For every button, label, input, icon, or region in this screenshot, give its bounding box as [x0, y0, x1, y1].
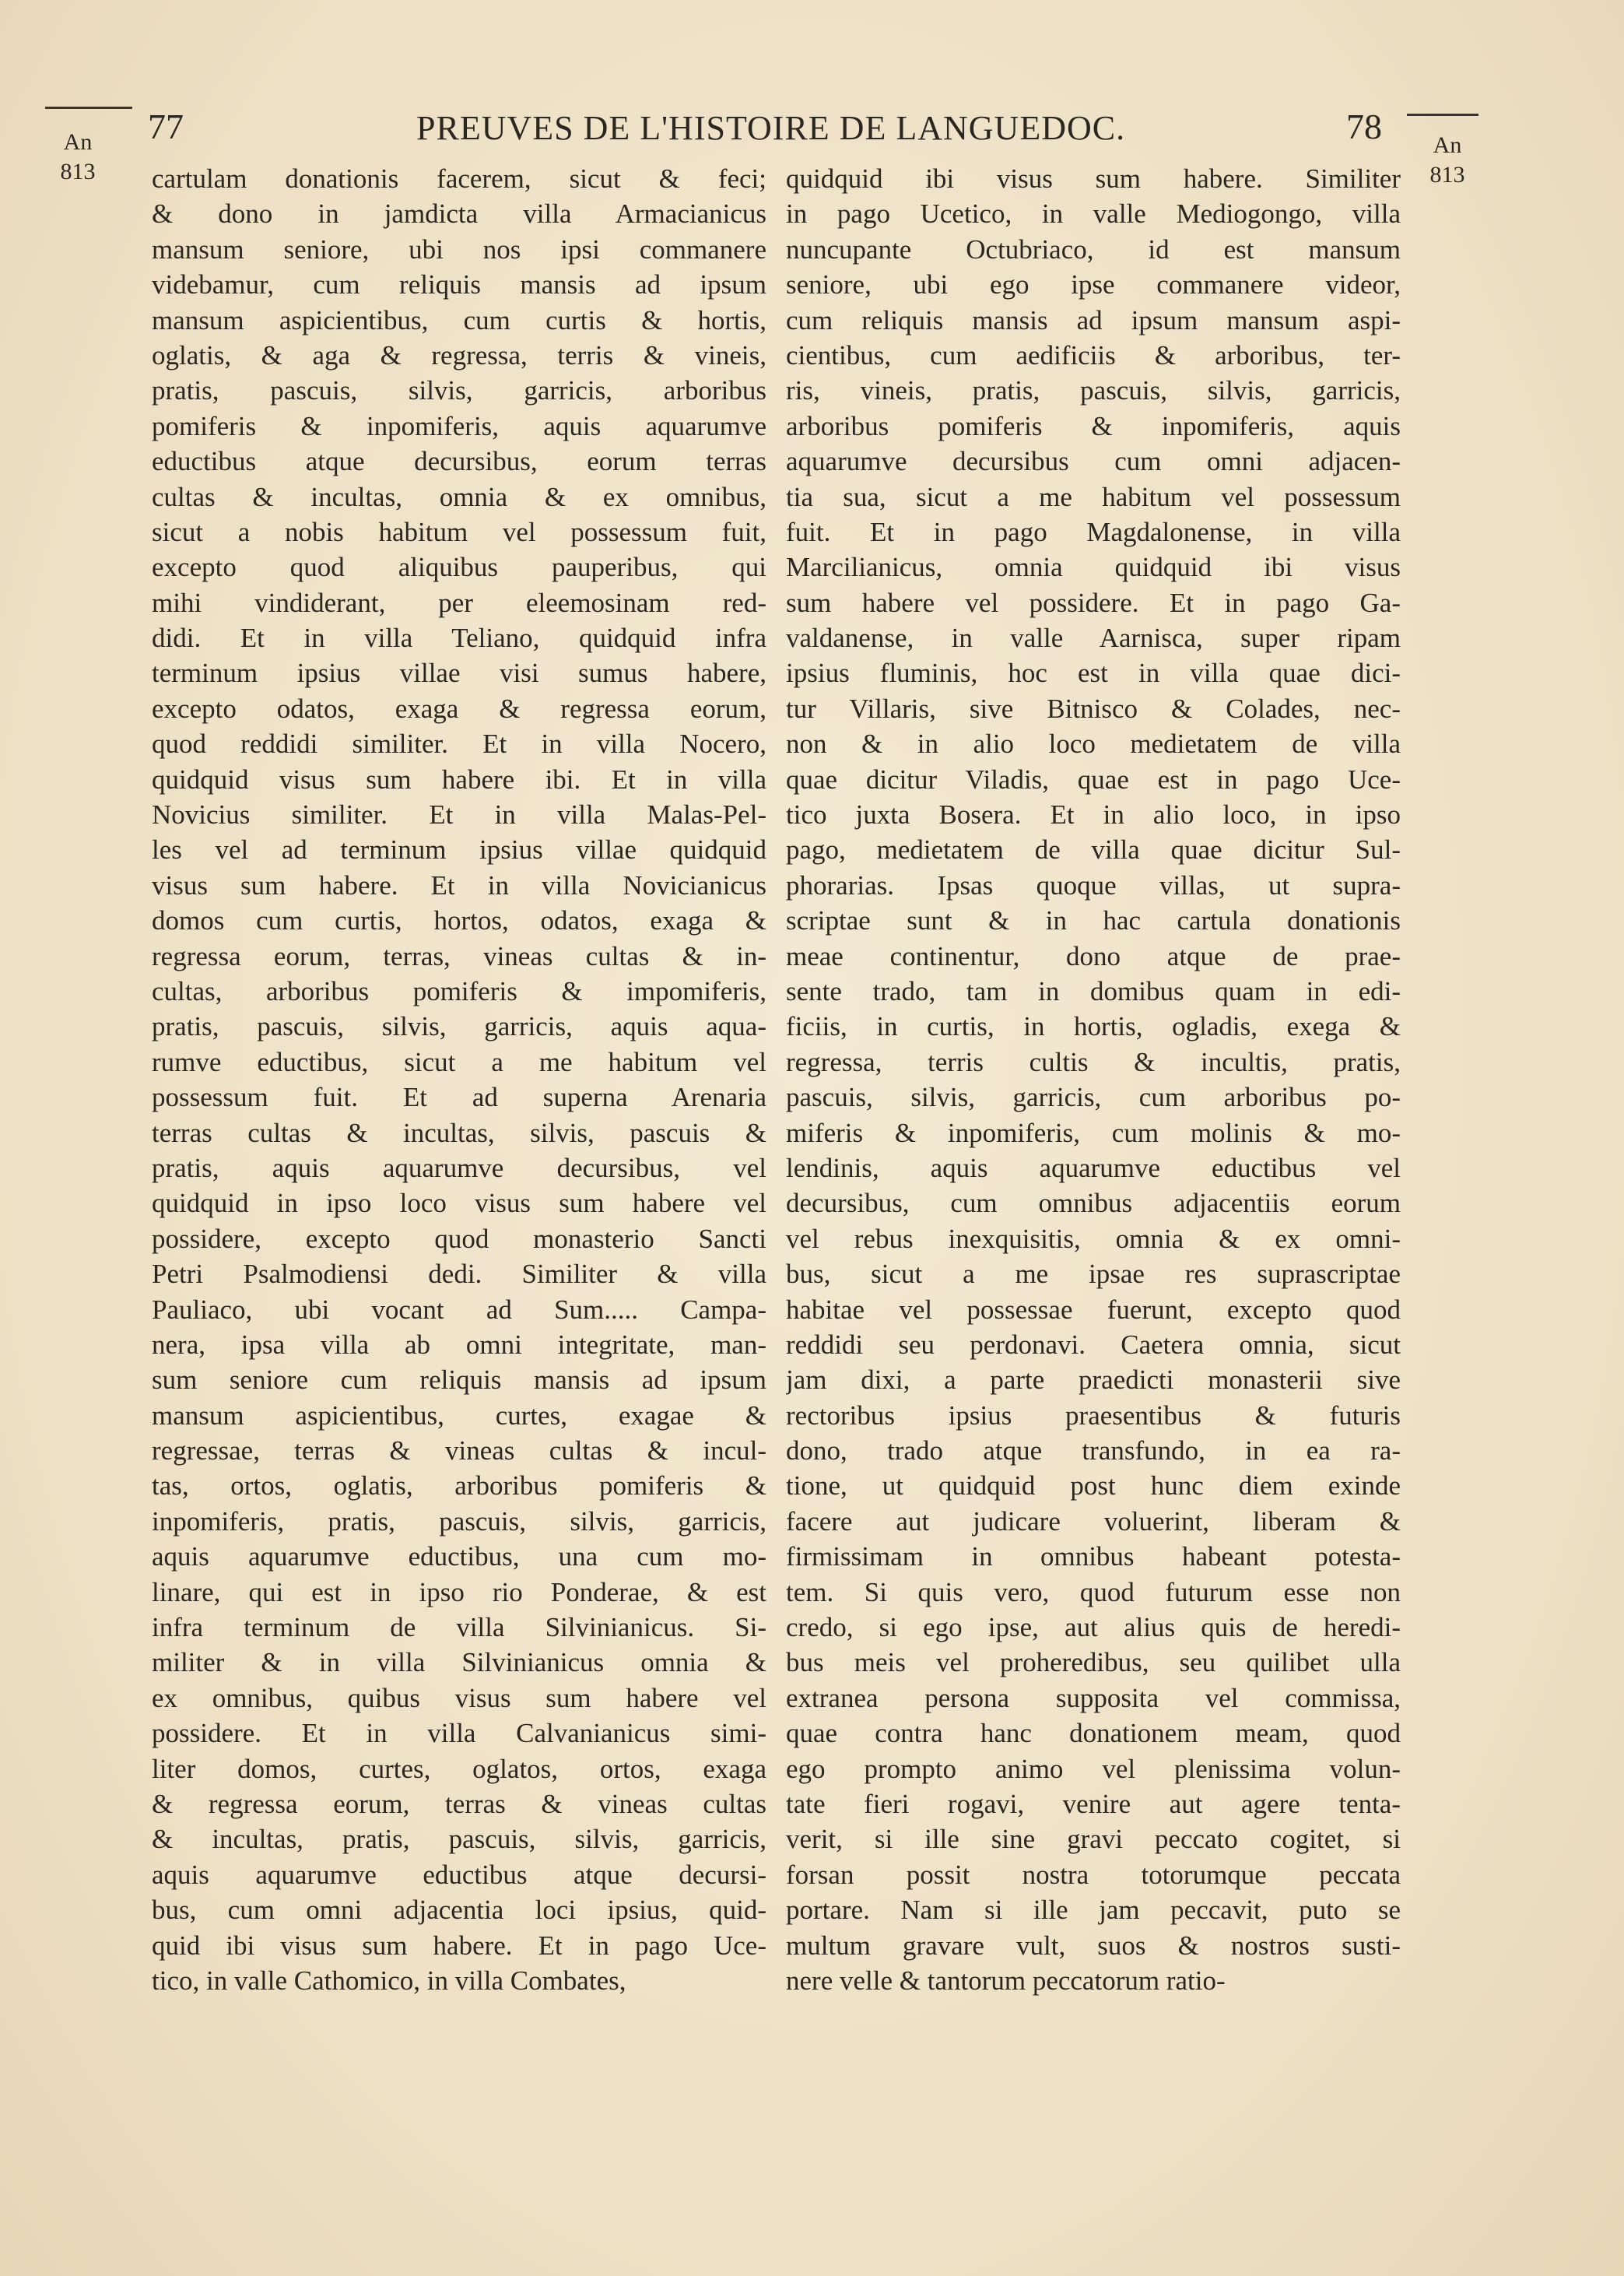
text-line: aquis aquarumve eductibus atque decursi- — [152, 1859, 766, 1890]
text-line: infra terminum de villa Silvinianicus. Si- — [152, 1612, 766, 1643]
text-line: quae dicitur Viladis, quae est in pago Uce- — [786, 764, 1401, 795]
text-line: bus, cum omni adjacentia loci ipsius, quid- — [152, 1895, 766, 1926]
text-line: possidere, excepto quod monasterio Sancti — [152, 1223, 766, 1254]
text-line: pratis, pascuis, silvis, garricis, arboribus — [152, 375, 766, 406]
text-line: aquis aquarumve eductibus, una cum mo- — [152, 1541, 766, 1572]
text-line: eductibus atque decursibus, eorum terras — [152, 446, 766, 477]
text-line: tas, ortos, oglatis, arboribus pomiferis & — [152, 1470, 766, 1502]
text-line: didi. Et in villa Teliano, quidquid infra — [152, 623, 766, 654]
text-line: ficiis, in curtis, in hortis, ogladis, exega & — [786, 1011, 1401, 1042]
text-line: tate fieri rogavi, venire aut agere tenta- — [786, 1788, 1401, 1819]
text-line: quidquid ibi visus sum habere. Similiter — [786, 163, 1401, 194]
text-line: oglatis, & aga & regressa, terris & vineis, — [152, 339, 766, 371]
text-line: Novicius similiter. Et in villa Malas-Pel- — [152, 799, 766, 831]
text-line: pratis, aquis aquarumve decursibus, vel — [152, 1152, 766, 1183]
text-line: visus sum habere. Et in villa Novicianicus — [152, 869, 766, 901]
text-line: pago, medietatem de villa quae dicitur Sul- — [786, 834, 1401, 866]
text-line: ex omnibus, quibus visus sum habere vel — [152, 1682, 766, 1713]
text-line: regressa eorum, terras, vineas cultas & in- — [152, 940, 766, 971]
text-line: nera, ipsa villa ab omni integritate, man- — [152, 1329, 766, 1360]
left-margin-rule — [45, 107, 132, 109]
text-line: quidquid in ipso loco visus sum habere vel — [152, 1188, 766, 1219]
text-line: sicut a nobis habitum vel possessum fuit, — [152, 516, 766, 547]
text-line: cartulam donationis facerem, sicut & feci; — [152, 163, 766, 194]
text-line: habitae vel possessae fuerunt, excepto quod — [786, 1294, 1401, 1325]
text-line: arboribus pomiferis & inpomiferis, aquis — [786, 410, 1401, 441]
right-margin-rule — [1407, 114, 1478, 116]
text-line: mansum aspicientibus, curtes, exagae & — [152, 1400, 766, 1431]
text-line: pratis, pascuis, silvis, garricis, aquis aqua- — [152, 1011, 766, 1042]
right-page-number: 78 — [1346, 107, 1382, 146]
text-line: terras cultas & incultas, silvis, pascuis & — [152, 1117, 766, 1148]
text-line: extranea persona supposita vel commissa, — [786, 1682, 1401, 1713]
text-line: non & in alio loco medietatem de villa — [786, 729, 1401, 760]
text-line: pascuis, silvis, garricis, cum arboribus po- — [786, 1082, 1401, 1113]
text-line: excepto quod aliquibus pauperibus, qui — [152, 552, 766, 583]
text-line: terminum ipsius villae visi sumus habere, — [152, 658, 766, 689]
text-line: fuit. Et in pago Magdalonense, in villa — [786, 516, 1401, 547]
right-margin-year: 813 — [1429, 162, 1465, 188]
left-margin-year: 813 — [60, 159, 96, 184]
text-line: facere aut judicare voluerint, liberam & — [786, 1505, 1401, 1537]
text-line: miferis & inpomiferis, cum molinis & mo- — [786, 1117, 1401, 1148]
text-line: decursibus, cum omnibus adjacentiis eorum — [786, 1188, 1401, 1219]
text-line: pomiferis & inpomiferis, aquis aquarumve — [152, 410, 766, 441]
right-margin-label: An — [1433, 132, 1462, 158]
text-line: & regressa eorum, terras & vineas cultas — [152, 1788, 766, 1819]
text-line: linare, qui est in ipso rio Ponderae, & est — [152, 1576, 766, 1607]
text-line: rectoribus ipsius praesentibus & futuris — [786, 1400, 1401, 1431]
text-line: verit, si ille sine gravi peccato cogitet, si — [786, 1824, 1401, 1855]
text-line: lendinis, aquis aquarumve eductibus vel — [786, 1152, 1401, 1183]
text-line: nere velle & tantorum peccatorum ratio- — [786, 1965, 1226, 1996]
text-line: bus meis vel proheredibus, seu quilibet ulla — [786, 1647, 1401, 1678]
text-line: liter domos, curtes, oglatos, ortos, exaga — [152, 1753, 766, 1784]
text-line: Pauliaco, ubi vocant ad Sum..... Campa- — [152, 1294, 766, 1325]
text-line: regressae, terras & vineas cultas & incul- — [152, 1435, 766, 1466]
text-line: & incultas, pratis, pascuis, silvis, garricis, — [152, 1824, 766, 1855]
text-line: cultas & incultas, omnia & ex omnibus, — [152, 481, 766, 512]
running-header-title: PREUVES DE L'HISTOIRE DE LANGUEDOC. — [416, 109, 1126, 147]
text-line: & dono in jamdicta villa Armacianicus — [152, 198, 766, 230]
text-line: sum seniore cum reliquis mansis ad ipsum — [152, 1365, 766, 1396]
left-page-number: 77 — [148, 107, 184, 146]
text-line: valdanense, in valle Aarnisca, super ripam — [786, 623, 1401, 654]
text-line: vel rebus inexquisitis, omnia & ex omni- — [786, 1223, 1401, 1254]
text-line: quod reddidi similiter. Et in villa Nocero, — [152, 729, 766, 760]
left-text-column — [152, 161, 766, 2060]
text-line: regressa, terris cultis & incultis, pratis, — [786, 1046, 1401, 1077]
text-line: tur Villaris, sive Bitnisco & Colades, nec- — [786, 693, 1401, 724]
text-line: militer & in villa Silvinianicus omnia & — [152, 1647, 766, 1678]
text-line: rumve eductibus, sicut a me habitum vel — [152, 1046, 766, 1077]
text-line: excepto odatos, exaga & regressa eorum, — [152, 693, 766, 724]
right-text-column — [786, 161, 1401, 2060]
left-margin-year-note — [47, 128, 109, 187]
text-line: tico juxta Bosera. Et in alio loco, in ipso — [786, 799, 1401, 831]
text-line: phorarias. Ipsas quoque villas, ut supra- — [786, 869, 1401, 901]
text-line: possessum fuit. Et ad superna Arenaria — [152, 1082, 766, 1113]
text-line: domos cum curtis, hortos, odatos, exaga & — [152, 905, 766, 936]
text-line: mihi vindiderant, per eleemosinam red- — [152, 587, 766, 618]
text-line: seniore, ubi ego ipse commanere videor, — [786, 269, 1401, 300]
text-line: forsan possit nostra totorumque peccata — [786, 1859, 1401, 1890]
text-line: sente trado, tam in domibus quam in edi- — [786, 975, 1401, 1006]
text-line: dono, trado atque transfundo, in ea ra- — [786, 1435, 1401, 1466]
left-margin-label: An — [63, 129, 93, 155]
text-line: mansum aspicientibus, cum curtis & hortis, — [152, 304, 766, 335]
text-line: ris, vineis, pratis, pascuis, silvis, garricis, — [786, 375, 1401, 406]
text-line: Marcilianicus, omnia quidquid ibi visus — [786, 552, 1401, 583]
right-margin-year-note — [1416, 131, 1478, 190]
text-line: cum reliquis mansis ad ipsum mansum aspi- — [786, 304, 1401, 335]
text-line: portare. Nam si ille jam peccavit, puto se — [786, 1895, 1401, 1926]
text-line: tico, in valle Cathomico, in villa Combates, — [152, 1965, 626, 1996]
text-line: reddidi seu perdonavi. Caetera omnia, sicut — [786, 1329, 1401, 1360]
text-line: credo, si ego ipse, aut alius quis de heredi- — [786, 1612, 1401, 1643]
text-line: ego prompto animo vel plenissima volun- — [786, 1753, 1401, 1784]
text-line: les vel ad terminum ipsius villae quidquid — [152, 834, 766, 866]
text-line: Petri Psalmodiensi dedi. Similiter & villa — [152, 1259, 766, 1290]
text-line: quidquid visus sum habere ibi. Et in villa — [152, 764, 766, 795]
text-line: multum gravare vult, suos & nostros susti- — [786, 1930, 1401, 1961]
text-line: tem. Si quis vero, quod futurum esse non — [786, 1576, 1401, 1607]
text-line: inpomiferis, pratis, pascuis, silvis, garricis, — [152, 1505, 766, 1537]
text-line: quid ibi visus sum habere. Et in pago Uce- — [152, 1930, 766, 1961]
text-line: in pago Ucetico, in valle Mediogongo, villa — [786, 198, 1401, 230]
text-line: scriptae sunt & in hac cartula donationis — [786, 905, 1401, 936]
text-line: cultas, arboribus pomiferis & impomiferis, — [152, 975, 766, 1006]
text-line: possidere. Et in villa Calvanianicus simi- — [152, 1718, 766, 1749]
text-line: aquarumve decursibus cum omni adjacen- — [786, 446, 1401, 477]
text-line: firmissimam in omnibus habeant potesta- — [786, 1541, 1401, 1572]
text-line: quae contra hanc donationem meam, quod — [786, 1718, 1401, 1749]
text-line: videbamur, cum reliquis mansis ad ipsum — [152, 269, 766, 300]
text-line: bus, sicut a me ipsae res suprascriptae — [786, 1259, 1401, 1290]
text-line: mansum seniore, ubi nos ipsi commanere — [152, 234, 766, 265]
text-line: cientibus, cum aedificiis & arboribus, ter- — [786, 339, 1401, 371]
text-line: jam dixi, a parte praedicti monasterii sive — [786, 1365, 1401, 1396]
text-line: ipsius fluminis, hoc est in villa quae dici- — [786, 658, 1401, 689]
text-line: meae continentur, dono atque de prae- — [786, 940, 1401, 971]
text-line: tia sua, sicut a me habitum vel possessum — [786, 481, 1401, 512]
text-line: tione, ut quidquid post hunc diem exinde — [786, 1470, 1401, 1502]
text-line: sum habere vel possidere. Et in pago Ga- — [786, 587, 1401, 618]
text-line: nuncupante Octubriaco, id est mansum — [786, 234, 1401, 265]
